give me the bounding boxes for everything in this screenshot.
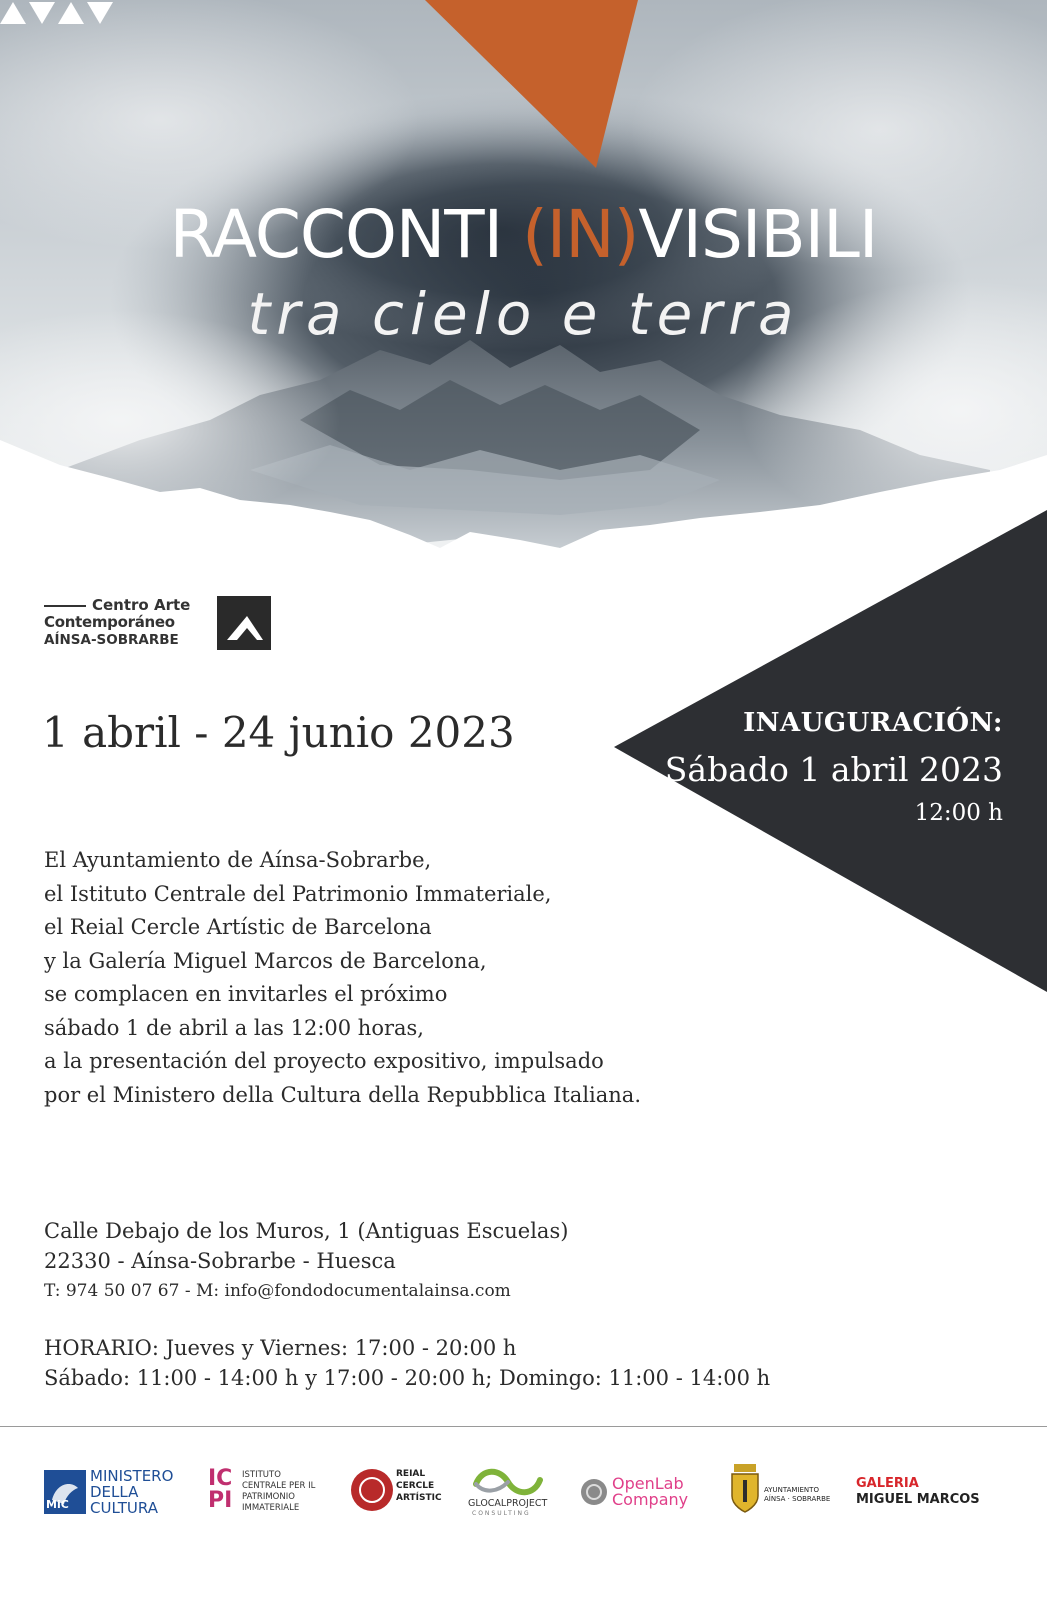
logo-line3: AÍNSA-SOBRARBE	[44, 632, 179, 648]
invite-line: el Reial Cercle Artístic de Barcelona	[44, 915, 432, 939]
divider	[0, 1426, 1047, 1427]
icpi-text1: ISTITUTO	[242, 1470, 281, 1480]
address-line2: 22330 - Aínsa-Sobrarbe - Huesca	[44, 1249, 396, 1273]
centro-arte-logo	[44, 596, 274, 654]
ayto-text2: AÍNSA · SOBRARBE	[764, 1495, 831, 1503]
logo-line2: Contemporáneo	[44, 613, 175, 631]
invite-line: se complacen en invitarles el próximo	[44, 982, 448, 1006]
hours-line2: Sábado: 11:00 - 14:00 h y 17:00 - 20:00 h; Domingo: 11:00 - 14:00 h	[44, 1366, 771, 1390]
ayto-text1: AYUNTAMIENTO	[764, 1486, 819, 1494]
invite-line: y la Galería Miguel Marcos de Barcelona,	[44, 948, 487, 973]
sponsor-galeria-miguel-marcos	[856, 1464, 996, 1524]
glocal-loop-icon	[468, 1466, 548, 1496]
contact-line: T: 974 50 07 67 - M: info@fondodocumentalainsa.com	[44, 1281, 511, 1301]
galeria-text1: GALERIA	[856, 1476, 919, 1491]
sponsor-ministero-cultura	[44, 1464, 184, 1524]
icpi-text2: CENTRALE PER IL	[242, 1481, 316, 1491]
logo-mark-icon	[217, 596, 271, 650]
invite-line: el Istituto Centrale del Patrimonio Immateriale,	[44, 881, 552, 906]
inauguration-date: Sábado 1 abril 2023	[664, 750, 1003, 789]
openlab-text1: OpenLab	[612, 1474, 684, 1493]
sponsor-openlab	[580, 1464, 690, 1524]
icpi-letters2: PI	[208, 1488, 233, 1513]
title-part2: (IN)	[522, 196, 639, 273]
glocal-text1: GLOCALPROJECT	[468, 1498, 548, 1509]
glocal-text2: CONSULTING	[472, 1510, 531, 1517]
inauguration-time: 12:00 h	[914, 800, 1003, 826]
invite-line: a la presentación del proyecto expositivo, impulsado	[44, 1049, 604, 1073]
mic-line3: CULTURA	[90, 1499, 158, 1517]
logo-line1: Centro Arte	[44, 596, 190, 614]
sponsor-glocalproject	[468, 1464, 558, 1524]
reial-text2: CERCLE	[396, 1481, 435, 1491]
openlab-text2: Company	[612, 1490, 689, 1509]
mic-line1: MINISTERO	[90, 1467, 174, 1485]
invitation-text	[44, 844, 641, 1112]
venue-address	[44, 1216, 568, 1306]
title-part3: VISIBILI	[638, 196, 878, 273]
invite-line: sábado 1 de abril a las 12:00 horas,	[44, 1015, 424, 1040]
galeria-text2: MIGUEL MARCOS	[856, 1492, 980, 1507]
coat-of-arms-icon	[730, 1464, 760, 1514]
title-part1: RACCONTI	[169, 196, 523, 273]
sponsor-reial-cercle	[350, 1464, 440, 1524]
icpi-text3: PATRIMONIO	[242, 1492, 295, 1502]
reial-cercle-emblem-icon	[350, 1468, 394, 1512]
reial-text3: ARTÍSTIC	[396, 1493, 442, 1503]
exhibition-subtitle: tra cielo e terra	[247, 280, 800, 348]
icpi-letters1: IC	[208, 1466, 233, 1491]
openlab-globe-icon	[580, 1478, 608, 1506]
opening-hours	[44, 1333, 770, 1393]
inauguration-label: INAUGURACIÓN:	[743, 708, 1003, 738]
icpi-text4: IMMATERIALE	[242, 1503, 300, 1513]
hours-line1: HORARIO: Jueves y Viernes: 17:00 - 20:00 h	[44, 1336, 517, 1360]
exhibition-dates: 1 abril - 24 junio 2023	[42, 708, 515, 757]
sponsor-ayuntamiento	[730, 1464, 840, 1524]
mic-line2: DELLA	[90, 1483, 139, 1501]
invite-line: por el Ministero della Cultura della Repubblica Italiana.	[44, 1082, 641, 1107]
mic-badge: MiC	[46, 1498, 69, 1511]
address-line1: Calle Debajo de los Muros, 1 (Antiguas Escuelas)	[44, 1219, 569, 1243]
reial-text1: REIAL	[396, 1469, 426, 1479]
invite-line: El Ayuntamiento de Aínsa-Sobrarbe,	[44, 848, 432, 872]
sponsor-icpi	[208, 1464, 328, 1524]
